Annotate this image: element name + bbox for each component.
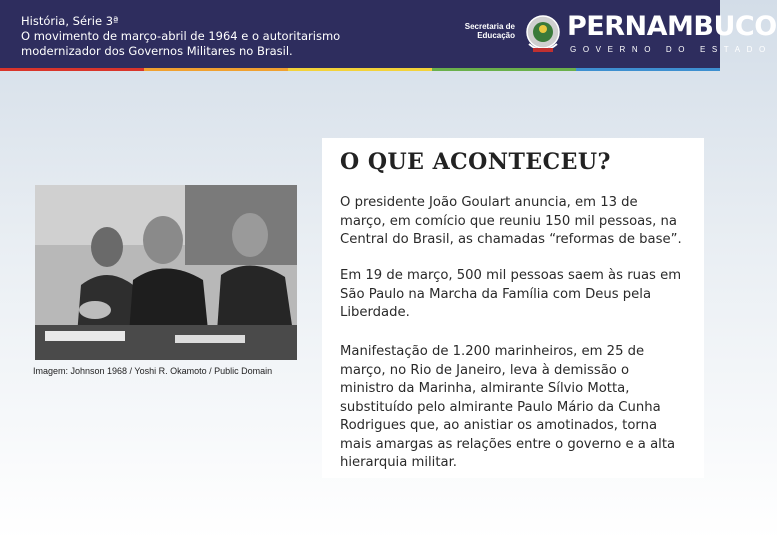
paragraph-line: Liberdade. <box>340 305 410 320</box>
stripe-segment <box>288 68 432 71</box>
paragraph-line: março, no Rio de Janeiro, leva à demissão o <box>340 362 630 378</box>
paragraph-line: Manifestação de 1.200 marinheiros, em 25 de <box>340 344 645 359</box>
paragraph-line: substituído pelo almirante Paulo Mário da Cunha <box>340 399 661 415</box>
paragraph-line: São Paulo na Marcha da Família com Deus pela <box>340 286 652 302</box>
secretaria-line: Educação <box>477 31 515 40</box>
photo-caption: Imagem: Johnson 1968 / Yoshi R. Okamoto / Public Domain <box>33 366 273 376</box>
paragraph-goulart <box>340 194 700 250</box>
secretaria-line: Secretaria de <box>464 22 515 31</box>
paragraph-marcha <box>340 267 700 323</box>
paragraph-marinheiros <box>340 343 700 473</box>
brand-subtitle: GOVERNO DO ESTADO <box>570 45 772 54</box>
title-line: modernizador dos Governos Militares no Brasil. <box>21 44 293 58</box>
stripe-segment <box>0 68 144 71</box>
paragraph-line: março, em comício que reuniu 150 mil pessoas, na <box>340 213 677 229</box>
title-line: O movimento de março-abril de 1964 e o autoritarismo <box>21 29 341 43</box>
paragraph-line: Central do Brasil, as chamadas “reformas de base”. <box>340 232 682 247</box>
content-panel <box>322 138 704 478</box>
color-stripe <box>0 68 720 71</box>
paragraph-line: Em 19 de março, 500 mil pessoas saem às ruas em <box>340 268 682 283</box>
paragraph-line: hierarquia militar. <box>340 455 457 470</box>
brand-logo: PERNAMBUCO <box>567 11 777 42</box>
secretaria-label <box>453 22 515 40</box>
stripe-segment <box>576 68 720 71</box>
content-heading: O QUE ACONTECEU? <box>340 149 611 175</box>
paragraph-line: ministro da Marinha, almirante Sílvio Motta, <box>340 381 630 396</box>
header-bar <box>0 0 777 68</box>
historical-photo <box>35 185 297 360</box>
slide-title <box>21 14 381 59</box>
stripe-segment <box>432 68 576 71</box>
paragraph-line: O presidente João Goulart anuncia, em 13 de <box>340 195 638 210</box>
stripe-segment <box>144 68 288 71</box>
paragraph-line: mais amargas as relações entre o governo e a alta <box>340 436 676 452</box>
state-crest-icon <box>524 12 562 56</box>
paragraph-line: Rodrigues que, ao anistiar os amotinados, torna <box>340 418 658 433</box>
title-line: História, Série 3ª <box>21 14 119 28</box>
